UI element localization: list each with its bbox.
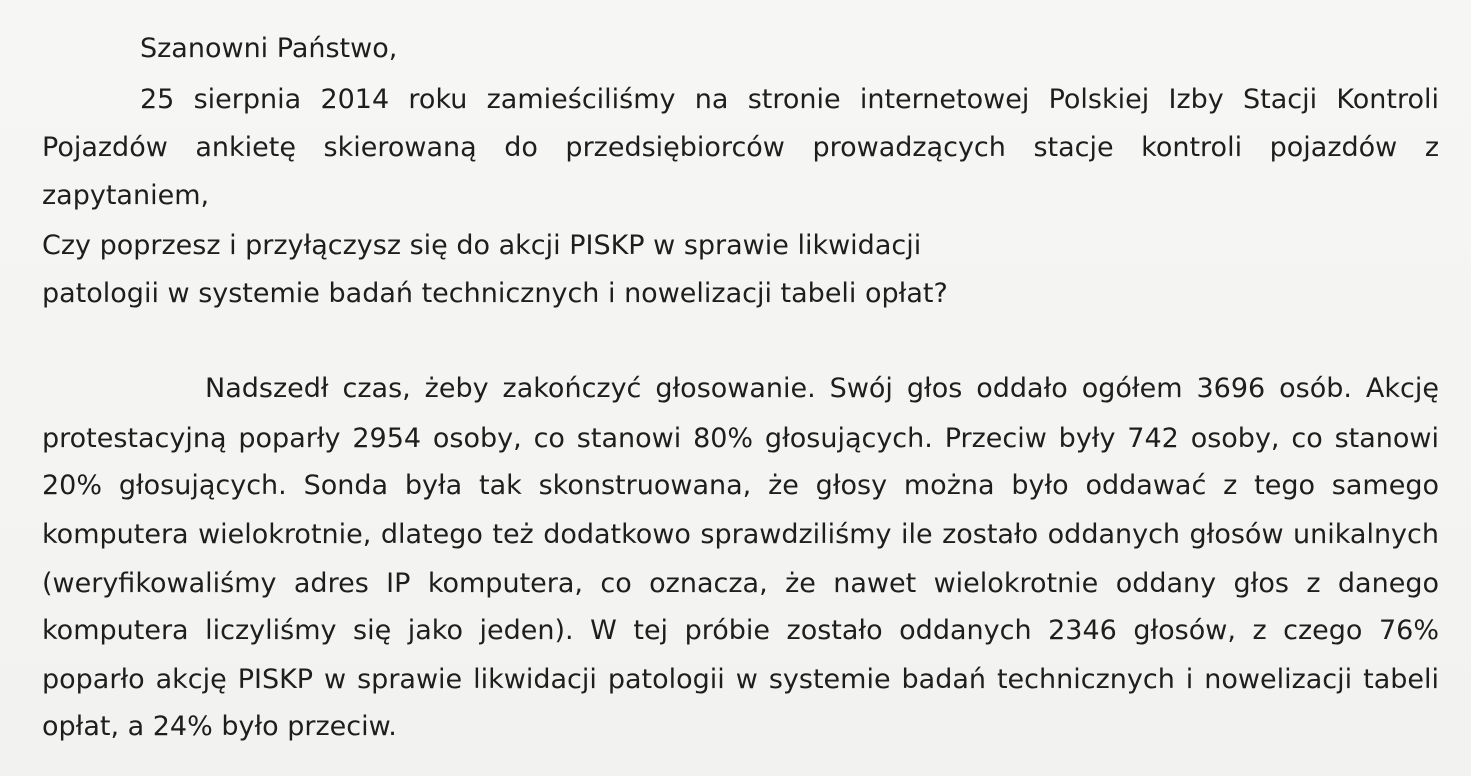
survey-question-line1: Czy poprzesz i przyłączysz się do akcji PISKP w sprawie likwidacji (42, 230, 922, 261)
paragraph2-line7: poparło akcję PISKP w sprawie likwidacji patologii w systemie badań technicznych i nowelizacji tabeli (42, 664, 1439, 695)
paragraph2-line1: Nadszedł czas, żeby zakończyć głosowanie. Swój głos oddało ogółem 3696 osób. Akcję (205, 373, 1439, 404)
paragraph2-line6: komputera liczyliśmy się jako jeden). W tej próbie zostało oddanych 2346 głosów, z czego 76% (42, 615, 1439, 646)
paragraph2-line5: (weryfikowaliśmy adres IP komputera, co oznacza, że nawet wielokrotnie oddany głos z danego (42, 568, 1439, 599)
paragraph2-line2: protestacyjną poparły 2954 osoby, co stanowi 80% głosujących. Przeciw były 742 osoby, co stanowi (42, 423, 1439, 454)
paragraph2-line4: komputera wielokrotnie, dlatego też dodatkowo sprawdziliśmy ile zostało oddanych głosów unikalnych (42, 519, 1439, 550)
paragraph2-line8: opłat, a 24% było przeciw. (42, 711, 397, 742)
paragraph1-line2: Pojazdów ankietę skierowaną do przedsiębiorców prowadzących stacje kontroli pojazdów z (42, 132, 1439, 163)
paragraph1-line1: 25 sierpnia 2014 roku zamieściliśmy na stronie internetowej Polskiej Izby Stacji Kontroli (140, 84, 1439, 115)
paragraph2-line3: 20% głosujących. Sonda była tak skonstruowana, że głosy można było oddawać z tego samego (42, 470, 1439, 501)
paragraph1-line3: zapytaniem, (42, 180, 210, 211)
survey-question-line2: patologii w systemie badań technicznych i nowelizacji tabeli opłat? (42, 278, 948, 309)
letter-salutation: Szanowni Państwo, (140, 33, 398, 64)
